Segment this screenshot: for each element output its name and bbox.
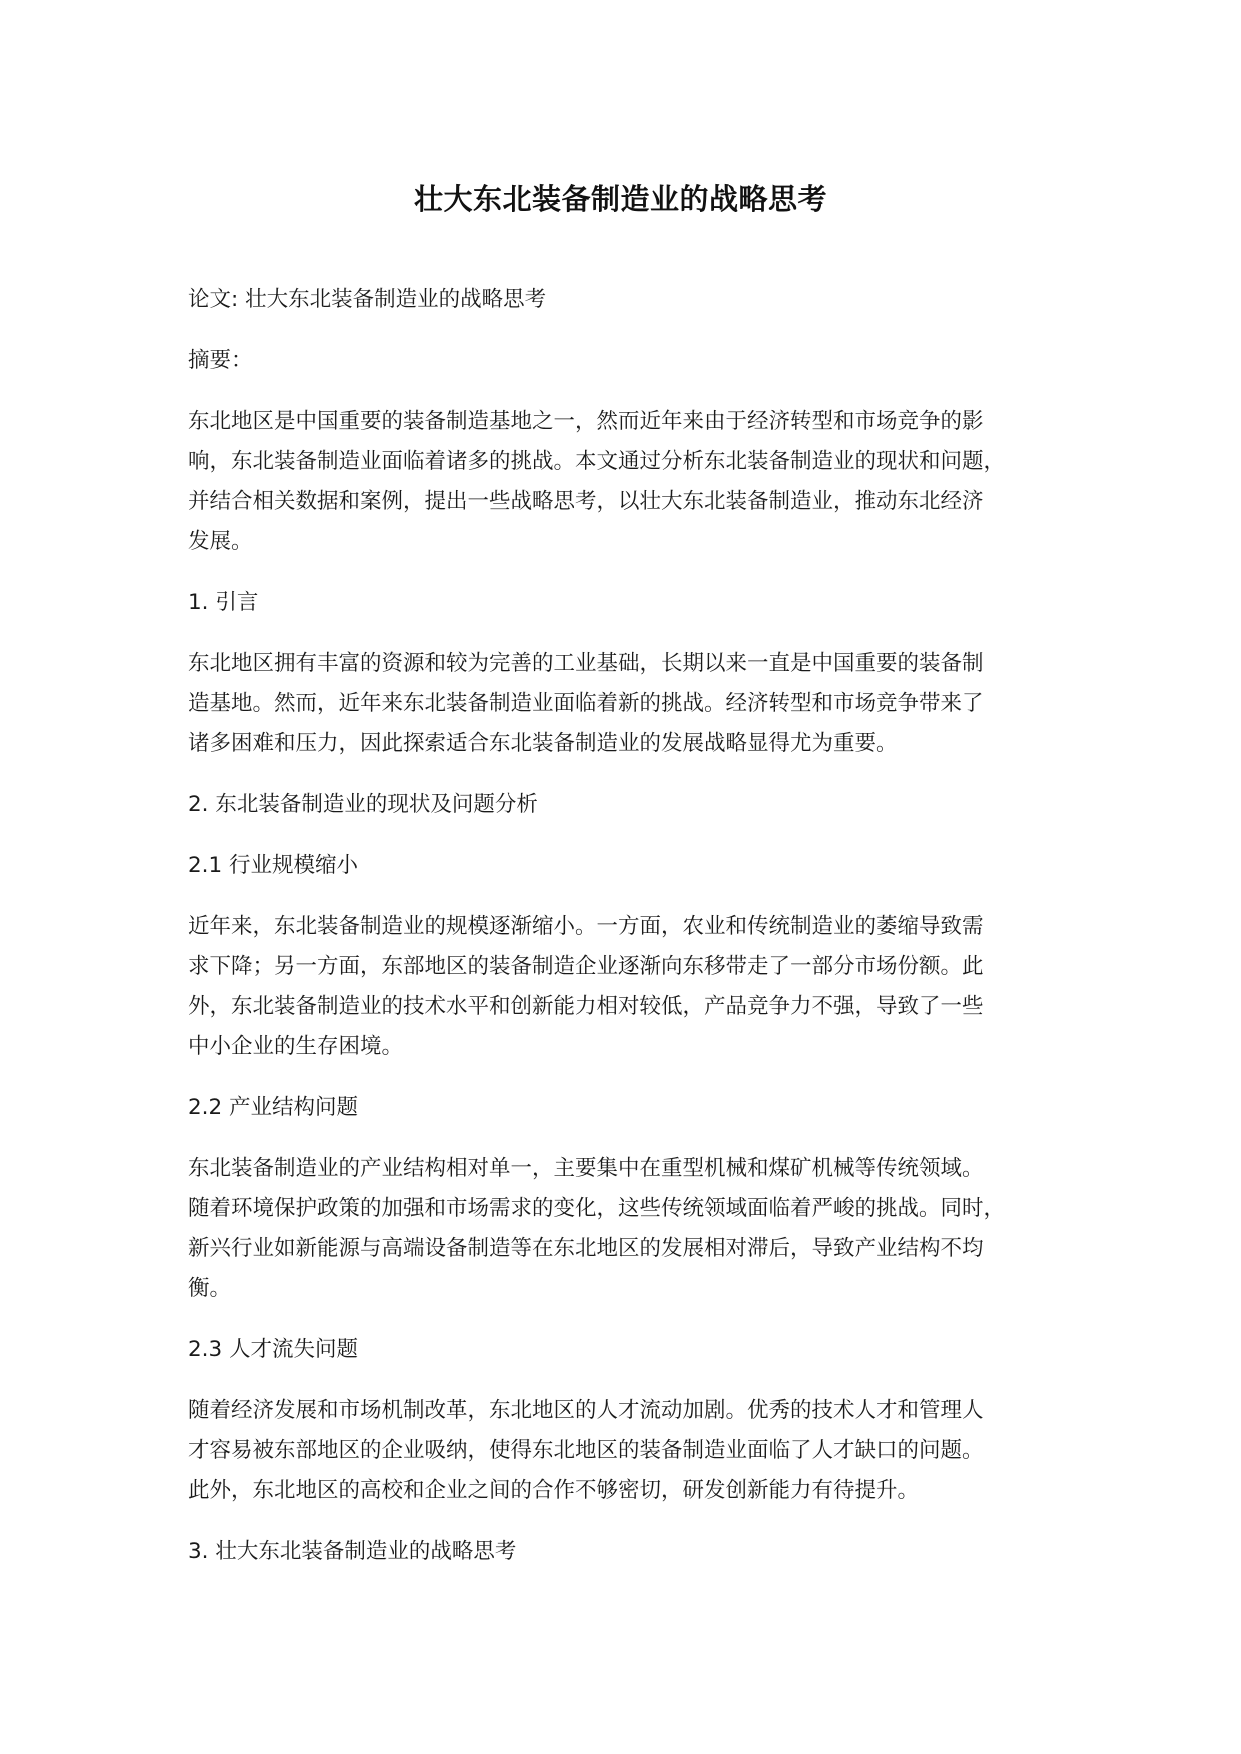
paragraph-line: 东北地区是中国重要的装备制造基地之一，然而近年来由于经济转型和市场竞争的影 (188, 409, 984, 434)
paragraph-line: 并结合相关数据和案例，提出一些战略思考，以壮大东北装备制造业，推动东北经济 (188, 489, 984, 514)
paragraph-line: 发展。 (188, 529, 253, 554)
paragraph-line: 中小企业的生存困境。 (188, 1034, 404, 1059)
abstract-paragraph (188, 402, 1088, 562)
section-heading-2-2: 2.2 产业结构问题 (188, 1095, 359, 1120)
section-1-paragraph (188, 644, 1088, 764)
paragraph-line: 响，东北装备制造业面临着诸多的挑战。本文通过分析东北装备制造业的现状和问题， (188, 449, 1006, 474)
paragraph-line: 随着环境保护政策的加强和市场需求的变化，这些传统领域面临着严峻的挑战。同时， (188, 1196, 1006, 1221)
paragraph-line: 东北装备制造业的产业结构相对单一，主要集中在重型机械和煤矿机械等传统领域。 (188, 1156, 984, 1181)
paragraph-line: 此外，东北地区的高校和企业之间的合作不够密切，研发创新能力有待提升。 (188, 1478, 920, 1503)
abstract-label: 摘要： (188, 348, 253, 373)
section-heading-1: 1. 引言 (188, 590, 259, 615)
page-title: 壮大东北装备制造业的战略思考 (413, 182, 827, 216)
paragraph-line: 诸多困难和压力，因此探索适合东北装备制造业的发展战略显得尤为重要。 (188, 731, 898, 756)
paragraph-line: 求下降；另一方面，东部地区的装备制造企业逐渐向东移带走了一部分市场份额。此 (188, 954, 984, 979)
paragraph-line: 新兴行业如新能源与高端设备制造等在东北地区的发展相对滞后，导致产业结构不均 (188, 1236, 984, 1261)
paragraph-line: 造基地。然而，近年来东北装备制造业面临着新的挑战。经济转型和市场竞争带来了 (188, 691, 984, 716)
thesis-line: 论文: 壮大东北装备制造业的战略思考 (188, 287, 547, 312)
section-heading-2: 2. 东北装备制造业的现状及问题分析 (188, 792, 538, 817)
section-heading-2-3: 2.3 人才流失问题 (188, 1337, 359, 1362)
section-2-3-paragraph (188, 1391, 1088, 1511)
paragraph-line: 东北地区拥有丰富的资源和较为完善的工业基础，长期以来一直是中国重要的装备制 (188, 651, 984, 676)
document-body (188, 280, 1088, 1593)
paragraph-line: 近年来，东北装备制造业的规模逐渐缩小。一方面，农业和传统制造业的萎缩导致需 (188, 914, 984, 939)
section-2-1-paragraph (188, 907, 1088, 1067)
paragraph-line: 外，东北装备制造业的技术水平和创新能力相对较低，产品竞争力不强，导致了一些 (188, 994, 984, 1019)
section-heading-3: 3. 壮大东北装备制造业的战略思考 (188, 1539, 517, 1564)
paragraph-line: 随着经济发展和市场机制改革，东北地区的人才流动加剧。优秀的技术人才和管理人 (188, 1398, 984, 1423)
section-2-2-paragraph (188, 1149, 1088, 1309)
paragraph-line: 才容易被东部地区的企业吸纳，使得东北地区的装备制造业面临了人才缺口的问题。 (188, 1438, 984, 1463)
section-heading-2-1: 2.1 行业规模缩小 (188, 853, 359, 878)
paragraph-line: 衡。 (188, 1276, 232, 1301)
